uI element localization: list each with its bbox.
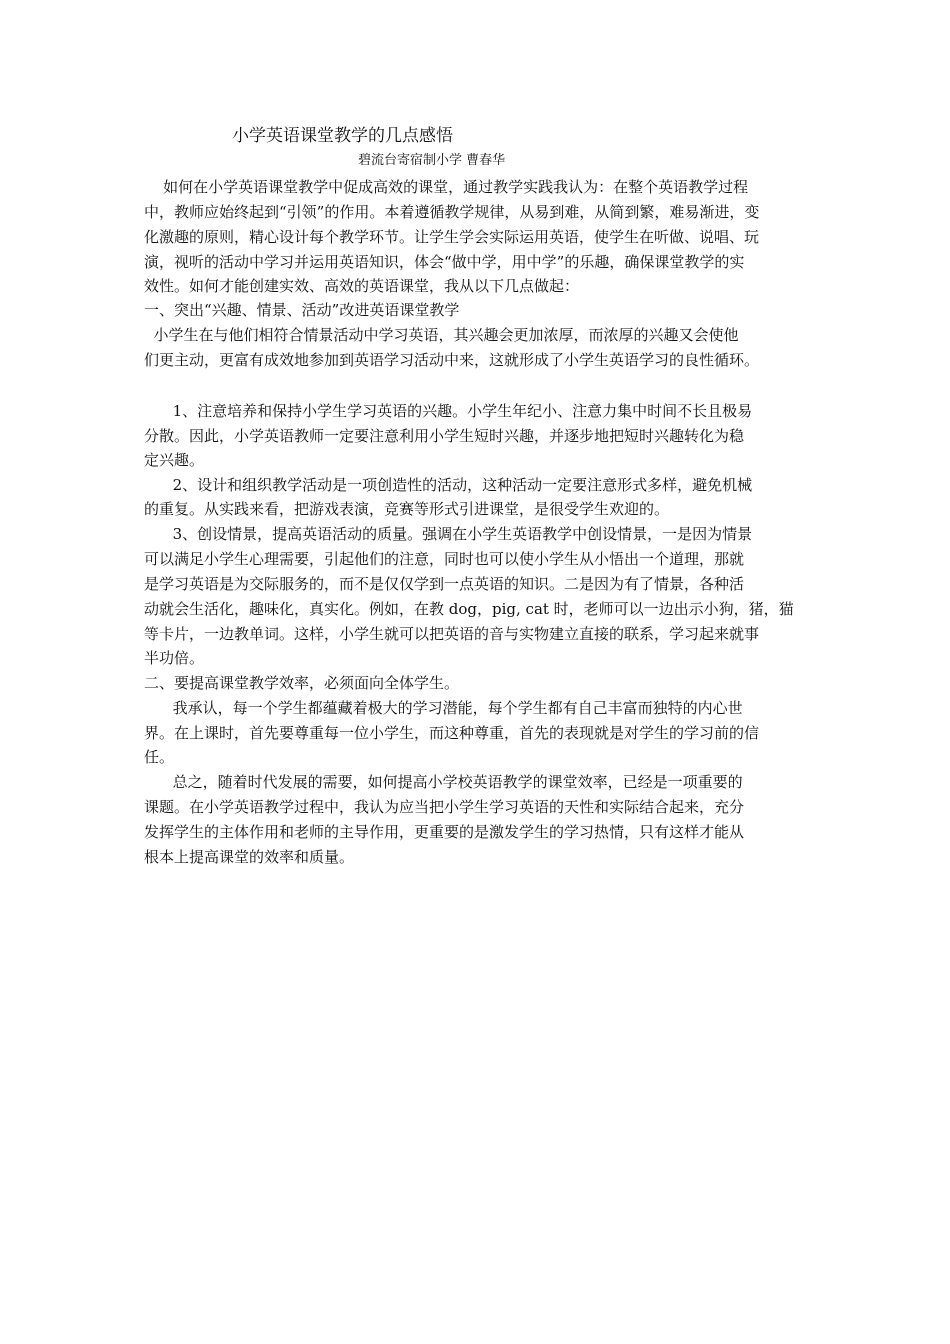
paragraph-line: 们更主动，更富有成效地参加到英语学习活动中来，这就形成了小学生英语学习的良性循环。: [144, 351, 760, 369]
paragraph-line: 分散。因此，小学英语教师一定要注意利用小学生短时兴趣，并逐步地把短时兴趣转化为稳: [144, 427, 745, 445]
paragraph-line: 总之，随着时代发展的需要，如何提高小学校英语教学的课堂效率，已经是一项重要的: [144, 773, 743, 791]
paragraph-line: 小学生在与他们相符合情景活动中学习英语，其兴趣会更加浓厚，而浓厚的兴趣又会使他: [144, 326, 739, 344]
paragraph-line: 效性。如何才能创建实效、高效的英语课堂，我从以下几点做起：: [144, 277, 580, 295]
paragraph-line: 界。在上课时，首先要尊重每一位小学生，而这种尊重，首先的表现就是对学生的学习前的信: [144, 724, 760, 742]
paragraph-line: 2、设计和组织教学活动是一项创造性的活动，这种活动一定要注意形式多样，避免机械: [144, 476, 753, 494]
paragraph-line: 中，教师应始终起到“引领”的作用。本着遵循教学规律，从易到难，从简到繁，难易渐进，变: [144, 203, 760, 221]
paragraph-line: 演，视听的活动中学习并运用英语知识，体会“做中学，用中学”的乐趣，确保课堂教学的实: [144, 253, 745, 271]
paragraph-line: 我承认，每一个学生都蕴藏着极大的学习潜能，每个学生都有自己丰富而独特的内心世: [144, 699, 743, 717]
paragraph-line: 的重复。从实践来看，把游戏表演，竞赛等形式引进课堂，是很受学生欢迎的。: [144, 500, 670, 518]
paragraph-line: 动就会生活化，趣味化，真实化。例如，在教 dog，pig, cat 时，老师可以一边出示小狗，猪，猫: [144, 600, 794, 618]
section-heading: 二、要提高课堂教学效率，必须面向全体学生。: [144, 674, 460, 692]
section-heading: 一、突出“兴趣、情景、活动”改进英语课堂教学: [144, 301, 460, 319]
paragraph-line: 等卡片，一边教单词。这样，小学生就可以把英语的音与实物建立直接的联系，学习起来就事: [144, 625, 760, 643]
paragraph-line: 1、注意培养和保持小学生学习英语的兴趣。小学生年纪小、注意力集中时间不长且极易: [144, 402, 753, 420]
paragraph-line: 化激趣的原则，精心设计每个教学环节。让学生学会实际运用英语，使学生在听做、说唱、玩: [144, 228, 760, 246]
document-author: 碧流台寄宿制小学 曹春华: [358, 153, 506, 168]
paragraph-line: 发挥学生的主体作用和老师的主导作用，更重要的是激发学生的学习热情，只有这样才能从: [144, 823, 745, 841]
paragraph-line: 是学习英语是为交际服务的，而不是仅仅学到一点英语的知识。二是因为有了情景，各种活: [144, 575, 745, 593]
paragraph-line: 课题。在小学英语教学过程中，我认为应当把小学生学习英语的天性和实际结合起来，充分: [144, 798, 745, 816]
paragraph-line: 半功倍。: [144, 649, 205, 667]
paragraph-line: 根本上提高课堂的效率和质量。: [144, 848, 355, 866]
paragraph-line: 可以满足小学生心理需要，引起他们的注意，同时也可以使小学生从小悟出一个道理，那就: [144, 550, 745, 568]
paragraph-line: 3、创设情景，提高英语活动的质量。强调在小学生英语教学中创设情景，一是因为情景: [144, 525, 753, 543]
paragraph-line: 定兴趣。: [144, 451, 205, 469]
paragraph-line: 任。: [144, 748, 175, 766]
document-title: 小学英语课堂教学的几点感悟: [232, 126, 453, 146]
paragraph-line: 如何在小学英语课堂教学中促成高效的课堂，通过教学实践我认为：在整个英语教学过程: [144, 178, 749, 196]
